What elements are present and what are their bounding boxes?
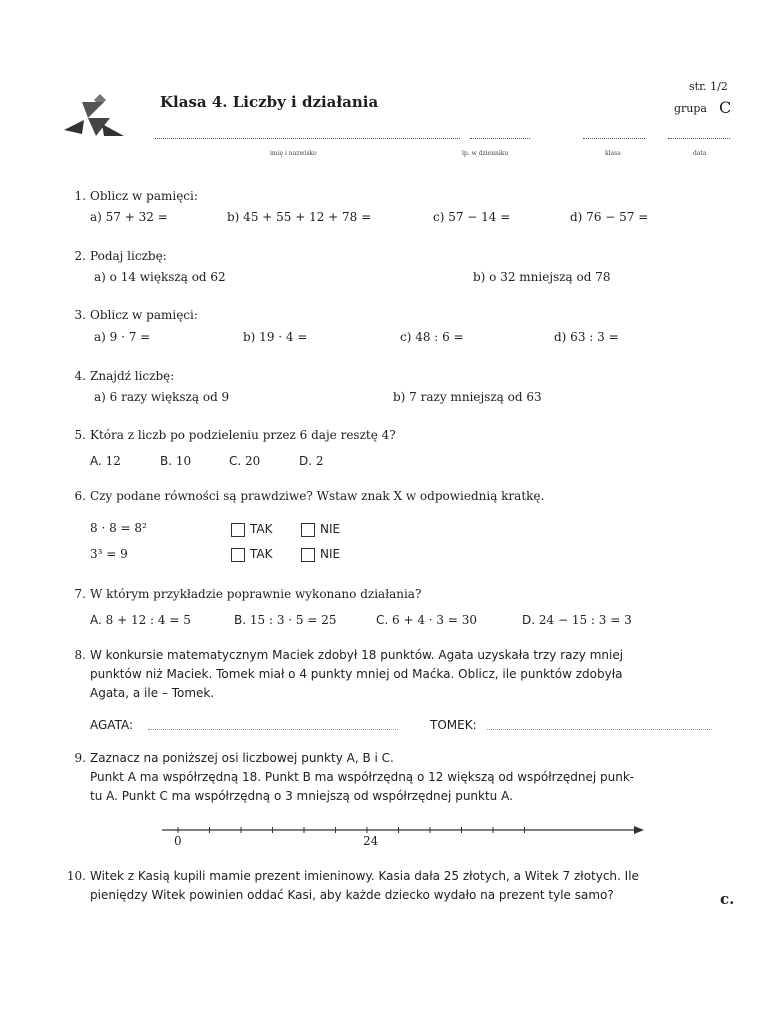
question-3 xyxy=(66,308,198,322)
question-number: 3. xyxy=(74,308,86,322)
name-field-caption: imię i nazwisko xyxy=(270,150,317,157)
option-value: 2 xyxy=(315,454,324,468)
option-value: 6 + 4 · 3 = 30 xyxy=(392,613,478,627)
option-value: 10 xyxy=(175,454,192,468)
option-d xyxy=(299,454,324,468)
question-number: 4. xyxy=(74,369,86,383)
question-number: 2. xyxy=(74,249,86,263)
question-number: 6. xyxy=(74,489,86,503)
option-value: 12 xyxy=(105,454,121,468)
tomek-label: TOMEK: xyxy=(430,718,477,732)
nie-checkbox-2[interactable] xyxy=(301,548,315,562)
question-3-item-a: a) 9 · 7 = xyxy=(94,330,151,344)
option-a xyxy=(90,454,121,468)
option-d xyxy=(522,613,632,627)
question-4-item-a: a) 6 razy większą od 9 xyxy=(94,390,230,404)
nie-label: NIE xyxy=(320,522,341,536)
option-c xyxy=(376,613,477,627)
question-number: 7. xyxy=(74,587,86,601)
option-value: 15 : 3 · 5 = 25 xyxy=(249,613,337,627)
option-value: 20 xyxy=(245,454,261,468)
option-c xyxy=(229,454,260,468)
question-line: Punkt A ma współrzędną 18. Punkt B ma współrzędną o 12 większą od współrzędnej punk- xyxy=(90,770,635,784)
tak-label: TAK xyxy=(250,547,273,561)
question-line: punktów niż Maciek. Tomek miał o 4 punkty mniej od Maćka. Oblicz, ile punktów zdobyła xyxy=(90,667,623,681)
equation-1: 8 · 8 = 8² xyxy=(90,521,147,535)
class-field-line[interactable] xyxy=(583,138,645,139)
question-text: Oblicz w pamięci: xyxy=(90,189,198,203)
tak-checkbox-2[interactable] xyxy=(231,548,245,562)
date-field-line[interactable] xyxy=(668,138,730,139)
agata-label: AGATA: xyxy=(90,718,134,732)
question-text: Która z liczb po podzieleniu przez 6 daje resztę 4? xyxy=(90,428,396,442)
register-number-caption: lp. w dzienniku xyxy=(462,150,509,157)
question-number: 10. xyxy=(66,869,86,883)
number-line[interactable] xyxy=(160,820,650,840)
worksheet-title: Klasa 4. Liczby i działania xyxy=(160,93,379,111)
question-3-item-c: c) 48 : 6 = xyxy=(400,330,464,344)
option-letter: B. xyxy=(160,454,173,468)
question-line: W konkursie matematycznym Maciek zdobył 18 punktów. Agata uzyskała trzy razy mniej xyxy=(90,648,624,662)
nie-checkbox-1[interactable] xyxy=(301,523,315,537)
question-line: Agata, a ile – Tomek. xyxy=(90,686,215,700)
question-text: Podaj liczbę: xyxy=(90,249,167,263)
option-letter: A. xyxy=(90,613,102,627)
question-line: pieniędzy Witek powinien oddać Kasi, aby każde dziecko wydało na prezent tyle samo? xyxy=(90,888,614,902)
question-1-item-b: b) 45 + 55 + 12 + 78 = xyxy=(227,210,372,224)
axis-label-24: 24 xyxy=(363,834,379,848)
group-label: grupa xyxy=(674,102,707,115)
option-a xyxy=(90,613,191,627)
axis-label-0: 0 xyxy=(174,834,182,848)
question-5 xyxy=(66,428,396,442)
question-number: 9. xyxy=(74,751,86,765)
date-caption: data xyxy=(693,150,707,157)
option-letter: C. xyxy=(229,454,242,468)
option-letter: D. xyxy=(522,613,536,627)
question-8 xyxy=(66,648,623,662)
question-1 xyxy=(66,189,198,203)
name-field-line[interactable] xyxy=(155,138,460,139)
question-line: tu A. Punkt C ma współrzędną o 3 mniejszą od współrzędnej punktu A. xyxy=(90,789,513,803)
option-value: 8 + 12 : 4 = 5 xyxy=(105,613,191,627)
question-number: 1. xyxy=(74,189,86,203)
question-10 xyxy=(66,869,639,883)
question-4-item-b: b) 7 razy mniejszą od 63 xyxy=(393,390,542,404)
option-b xyxy=(234,613,336,627)
corner-mark: c. xyxy=(720,890,735,908)
question-number: 5. xyxy=(74,428,86,442)
question-text: W którym przykładzie poprawnie wykonano działania? xyxy=(90,587,422,601)
question-text: Czy podane równości są prawdziwe? Wstaw znak X w odpowiednią kratkę. xyxy=(90,489,545,503)
question-2-item-a: a) o 14 większą od 62 xyxy=(94,270,226,284)
question-text: Znajdź liczbę: xyxy=(90,369,175,383)
equation-2: 3³ = 9 xyxy=(90,547,128,561)
question-1-item-c: c) 57 − 14 = xyxy=(433,210,511,224)
option-letter: A. xyxy=(90,454,102,468)
register-number-field-line[interactable] xyxy=(470,138,530,139)
class-caption: klasa xyxy=(605,150,621,157)
question-3-item-b: b) 19 · 4 = xyxy=(243,330,308,344)
nie-label: NIE xyxy=(320,547,341,561)
question-7 xyxy=(66,587,421,601)
question-3-item-d: d) 63 : 3 = xyxy=(554,330,619,344)
option-letter: C. xyxy=(376,613,389,627)
question-2 xyxy=(66,249,167,263)
question-line: Zaznacz na poniższej osi liczbowej punkty A, B i C. xyxy=(90,751,394,765)
option-value: 24 − 15 : 3 = 3 xyxy=(538,613,632,627)
option-b xyxy=(160,454,191,468)
tak-label: TAK xyxy=(250,522,273,536)
agata-answer-line[interactable] xyxy=(148,729,398,730)
question-1-item-d: d) 76 − 57 = xyxy=(570,210,649,224)
option-letter: D. xyxy=(299,454,313,468)
logo-icon xyxy=(62,92,132,142)
axis-arrow-icon xyxy=(634,826,644,834)
question-9 xyxy=(66,751,394,765)
question-line: Witek z Kasią kupili mamie prezent imieninowy. Kasia dała 25 złotych, a Witek 7 złotych. Ile xyxy=(90,869,639,883)
question-2-item-b: b) o 32 mniejszą od 78 xyxy=(473,270,611,284)
option-letter: B. xyxy=(234,613,247,627)
tomek-answer-line[interactable] xyxy=(487,729,712,730)
question-text: Oblicz w pamięci: xyxy=(90,308,198,322)
group-value: C xyxy=(719,98,732,117)
question-6 xyxy=(66,489,544,503)
tak-checkbox-1[interactable] xyxy=(231,523,245,537)
question-1-item-a: a) 57 + 32 = xyxy=(90,210,168,224)
question-4 xyxy=(66,369,174,383)
page-number: str. 1/2 xyxy=(689,80,728,93)
question-number: 8. xyxy=(74,648,86,662)
